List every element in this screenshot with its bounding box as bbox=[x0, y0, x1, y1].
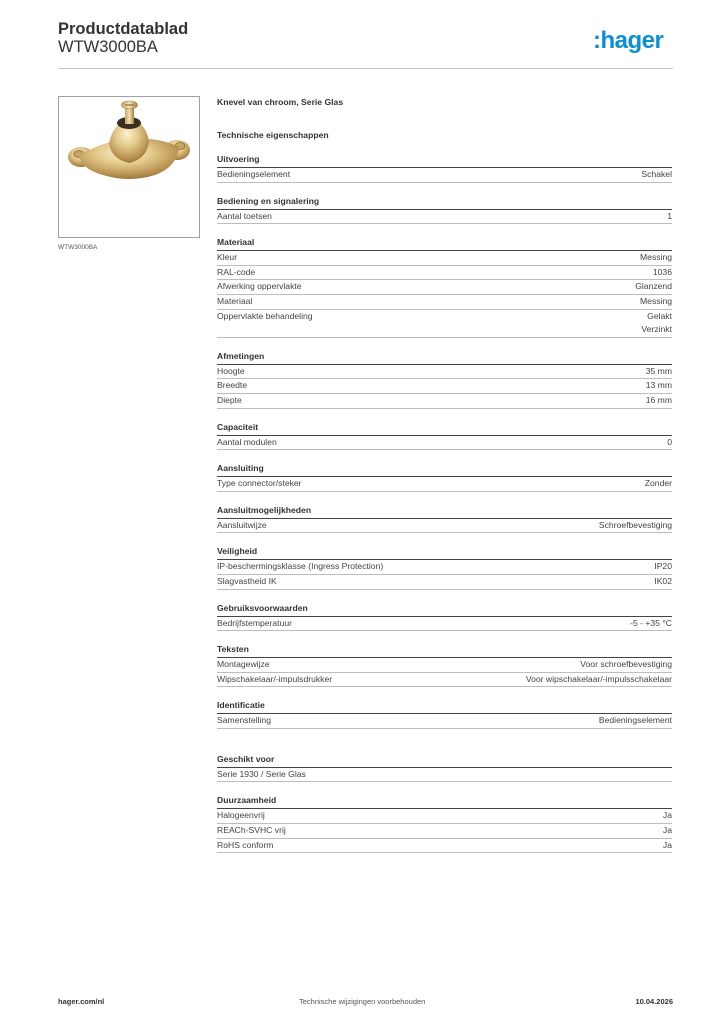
spec-row bbox=[217, 824, 672, 839]
spec-value: Schroefbevestiging bbox=[598, 519, 672, 530]
spec-label: Aansluitwijze bbox=[217, 519, 267, 530]
header-divider bbox=[58, 68, 673, 69]
spec-row bbox=[217, 280, 672, 295]
spec-row bbox=[217, 673, 672, 688]
spec-label: Type connector/steker bbox=[217, 478, 302, 489]
spec-label: Oppervlakte behandeling bbox=[217, 310, 313, 321]
spec-value: 1036 bbox=[652, 266, 672, 277]
hager-logo bbox=[593, 26, 673, 56]
spec-value: 13 mm bbox=[645, 380, 672, 391]
spec-value: Ja bbox=[662, 810, 672, 821]
section-title: Capaciteit bbox=[217, 422, 672, 436]
spec-value: 35 mm bbox=[645, 365, 672, 376]
spec-label: Kleur bbox=[217, 252, 238, 263]
spec-label: Aantal modulen bbox=[217, 436, 277, 447]
section-title: Teksten bbox=[217, 644, 672, 658]
spec-value: IK02 bbox=[654, 575, 672, 586]
spec-label: Wipschakelaar/-impulsdrukker bbox=[217, 673, 333, 684]
spec-label: Bedieningselement bbox=[217, 169, 291, 179]
spec-row bbox=[217, 519, 672, 534]
spec-row bbox=[217, 365, 672, 380]
spec-content bbox=[217, 96, 672, 853]
section-title: Uitvoering bbox=[217, 154, 672, 168]
spec-value: 1 bbox=[667, 210, 672, 221]
spec-section bbox=[217, 422, 672, 451]
section-title: Identificatie bbox=[217, 700, 672, 714]
spec-value: -5 - +35 °C bbox=[630, 617, 672, 628]
spec-section bbox=[217, 196, 672, 225]
spec-value: Voor schroefbevestiging bbox=[580, 659, 672, 670]
spec-value: Schakel bbox=[641, 169, 672, 179]
spec-label: Bedrijfstemperatuur bbox=[217, 617, 292, 628]
spec-value: Bedieningselement bbox=[598, 715, 672, 726]
spec-label: Afwerking oppervlakte bbox=[217, 281, 302, 292]
spec-row bbox=[217, 295, 672, 310]
spec-value: 0 bbox=[667, 436, 672, 447]
spec-value: Voor wipschakelaar/-impulsschakelaar bbox=[525, 673, 672, 684]
product-image bbox=[58, 96, 200, 238]
spec-row bbox=[217, 477, 672, 492]
spec-row bbox=[217, 658, 672, 673]
spec-value: Ja bbox=[662, 839, 672, 850]
spec-row bbox=[217, 394, 672, 409]
spec-row bbox=[217, 436, 672, 451]
page-title: Productdatablad bbox=[58, 20, 189, 38]
image-caption: WTW3000BA bbox=[58, 244, 98, 251]
spec-label: Breedte bbox=[217, 380, 248, 391]
section-title: Materiaal bbox=[217, 237, 672, 251]
spec-label: Samenstelling bbox=[217, 715, 271, 726]
spec-row bbox=[217, 839, 672, 854]
spec-row bbox=[217, 714, 672, 729]
spec-row bbox=[217, 266, 672, 281]
spec-value: Ja bbox=[662, 825, 672, 836]
spec-value: IP20 bbox=[654, 561, 672, 572]
section-title: Gebruiksvoorwaarden bbox=[217, 603, 672, 617]
product-title: Knevel van chroom, Serie Glas bbox=[217, 97, 344, 107]
spec-label: Montagewijze bbox=[217, 659, 270, 670]
section-title: Aansluitmogelijkheden bbox=[217, 505, 672, 519]
spec-row bbox=[217, 809, 672, 824]
footer-note: Technische wijzigingen voorbehouden bbox=[299, 997, 426, 1006]
spec-row bbox=[217, 560, 672, 575]
spec-label: REACh-SVHC vrij bbox=[217, 825, 286, 836]
spec-row bbox=[217, 379, 672, 394]
spec-label: IP-beschermingsklasse (Ingress Protection) bbox=[217, 561, 384, 572]
section-title: Aansluiting bbox=[217, 463, 672, 477]
spec-section bbox=[217, 603, 672, 632]
spec-section bbox=[217, 700, 672, 729]
spec-section bbox=[217, 644, 672, 687]
spec-label: RoHS conform bbox=[217, 839, 274, 850]
spec-label: Materiaal bbox=[217, 295, 253, 306]
tech-title: Technische eigenschappen bbox=[217, 130, 329, 140]
footer-date: 10.04.2026 bbox=[635, 997, 673, 1006]
section-title: Duurzaamheid bbox=[217, 795, 672, 809]
spec-label: Slagvastheid IK bbox=[217, 575, 277, 586]
spec-value: Zonder bbox=[644, 478, 672, 489]
section-title: Bediening en signalering bbox=[217, 196, 672, 210]
logo-text: :hager bbox=[593, 27, 664, 54]
spec-row bbox=[217, 251, 672, 266]
spec-section bbox=[217, 795, 672, 853]
section-title: Afmetingen bbox=[217, 351, 672, 365]
spec-label: Hoogte bbox=[217, 365, 245, 376]
spec-section bbox=[217, 237, 672, 338]
spec-section bbox=[217, 463, 672, 492]
spec-row bbox=[217, 575, 672, 590]
spec-label: Diepte bbox=[217, 394, 242, 405]
section-title: Veiligheid bbox=[217, 546, 672, 560]
spec-section bbox=[217, 154, 672, 183]
section-title: Geschikt voor bbox=[217, 754, 672, 768]
spec-label: Halogeenvrij bbox=[217, 810, 265, 821]
spec-value: Messing bbox=[640, 252, 672, 263]
spec-value: Messing bbox=[640, 295, 672, 306]
spec-value: Glanzend bbox=[635, 281, 672, 292]
spec-label: Serie 1930 / Serie Glas bbox=[217, 768, 306, 779]
footer-url: hager.com/nl bbox=[58, 997, 105, 1006]
spec-section bbox=[217, 546, 672, 589]
spec-row bbox=[217, 210, 672, 225]
spec-row bbox=[217, 768, 672, 783]
spec-row bbox=[217, 168, 672, 183]
spec-row bbox=[217, 617, 672, 632]
spec-value: Gelakt Verzinkt bbox=[641, 310, 672, 335]
spec-section bbox=[217, 351, 672, 409]
spec-label: Aantal toetsen bbox=[217, 210, 272, 221]
spec-label: RAL-code bbox=[217, 266, 256, 277]
spec-section bbox=[217, 754, 672, 783]
product-code: WTW3000BA bbox=[58, 38, 158, 56]
spec-value: 16 mm bbox=[645, 394, 672, 405]
spec-section bbox=[217, 505, 672, 534]
spec-row bbox=[217, 310, 672, 338]
